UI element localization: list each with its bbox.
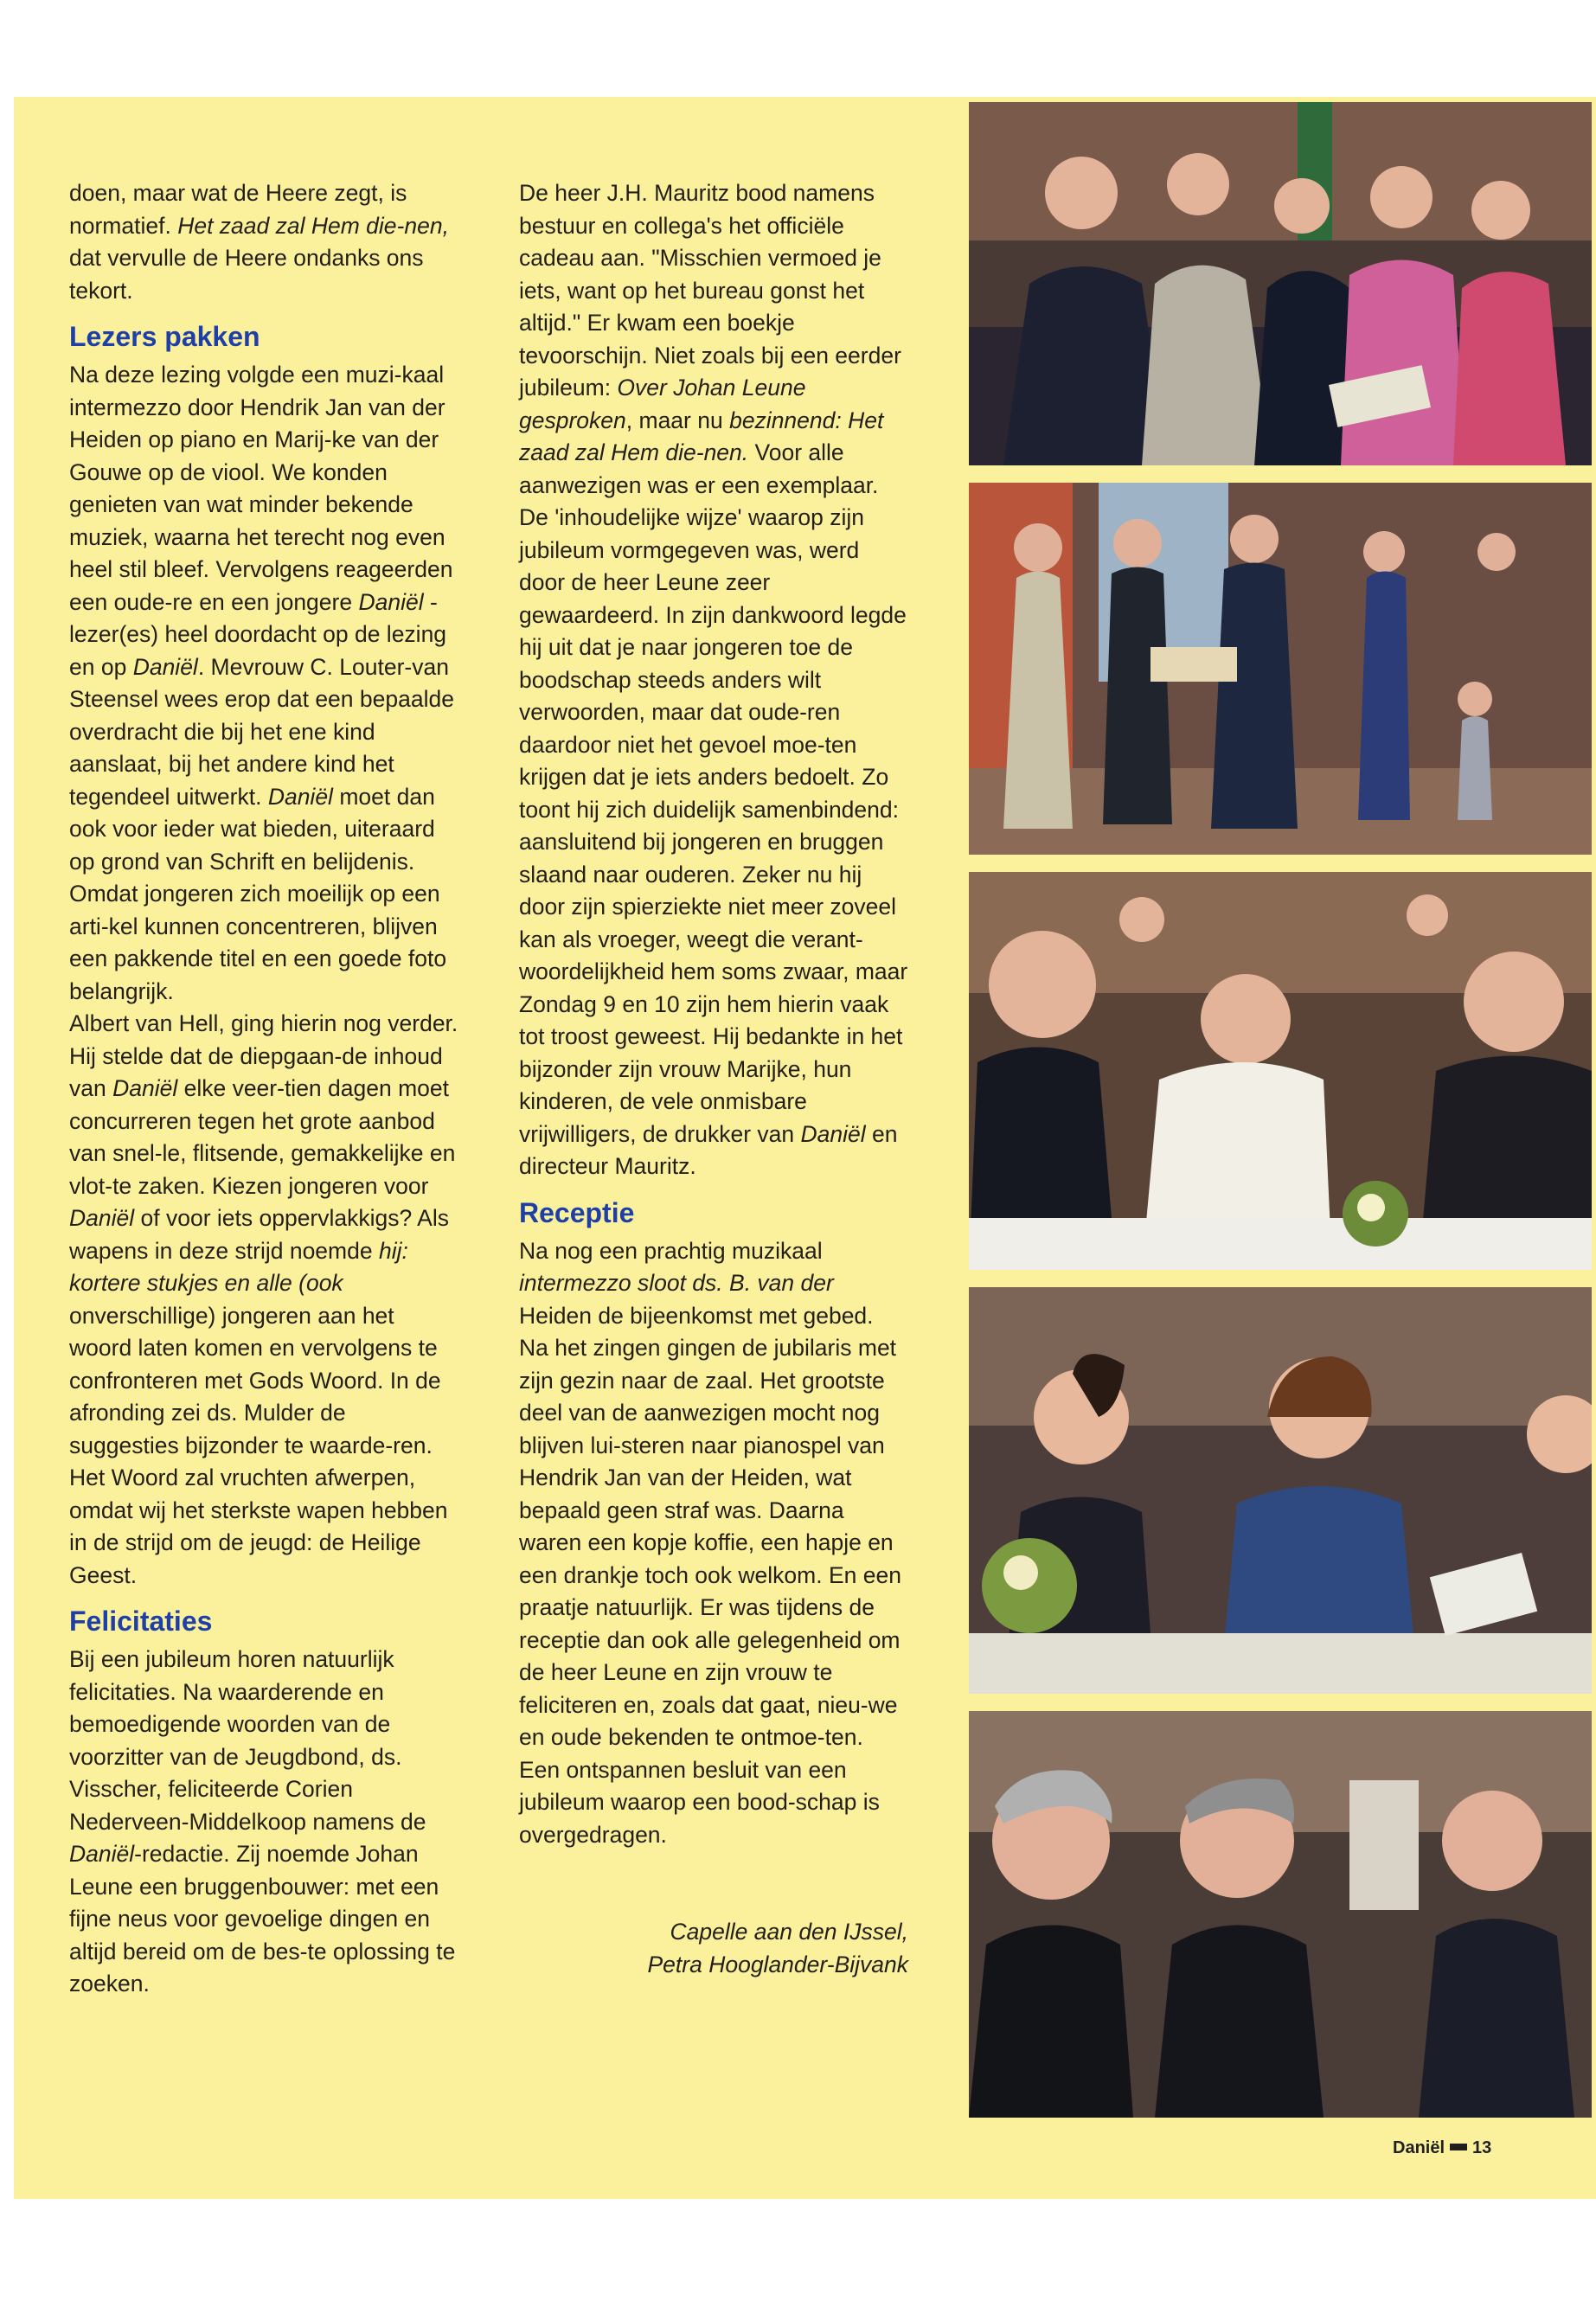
- photo-audience: [969, 102, 1592, 465]
- magazine-name: Daniël: [1393, 2138, 1445, 2157]
- paragraph: Na deze lezing volgde een muzi-kaal intermezzo door Hendrik Jan van der Heiden op piano en Marij-ke van der Gouwe op de viool. We konden genieten van wat minder bekende muziek, waarna het terecht nog even heel stil bleef. Vervolgens reageerden een oude-re en een jongere Daniël -lezer(es) heel doordacht op de lezing en op Daniël. Mevrouw C. Louter-van Steensel wees erop dat een bepaalde overdracht die bij het ene kind aanslaat, bij het andere kind het tegendeel uitwerkt. Daniël moet dan ook voor ieder wat bieden, uiteraard op grond van Schrift en belijdenis. Omdat jongeren zich moeilijk op een arti-kel kunnen concentreren, blijven een pakkende titel en een goede foto belangrijk.: [69, 362, 454, 1004]
- paragraph: doen, maar wat de Heere zegt, is normatief. Het zaad zal Hem die-nen, dat vervulle de Heere ondanks ons tekort.: [69, 180, 449, 304]
- author-signature: Capelle aan den IJssel, Petra Hooglander-Bijvank: [647, 1919, 908, 1977]
- paragraph: Bij een jubileum horen natuurlijk felicitaties. Na waarderende en bemoedigende woorden van de voorzitter van de Jeugdbond, ds. Visscher, feliciteerde Corien Nederveen-Middelkoop namens de Daniël-redactie. Zij noemde Johan Leune een bruggenbouwer: met een fijne neus voor gevoelige dingen en altijd bereid om de bes-te oplossing te zoeken.: [69, 1646, 456, 1997]
- paragraph: Albert van Hell, ging hierin nog verder. Hij stelde dat de diepgaan-de inhoud van Daniël elke veer-tien dagen moet concurreren tegen het grote aanbod van snel-le, flitsende, gemakkelijke en vlot-te zaken. Kiezen jongeren voor Daniël of voor iets oppervlakkigs? Als wapens in deze strijd noemde hij: kortere stukjes en alle (ook onverschillige) jongeren aan het woord laten komen en vervolgens te confronteren met Gods Woord. In de afronding zei ds. Mulder de suggesties bijzonder te waarde-ren. Het Woord zal vruchten afwerpen, omdat wij het sterkste wapen hebben in de strijd om de jeugd: de Heilige Geest.: [69, 1010, 458, 1588]
- section-heading-receptie: Receptie: [519, 1196, 635, 1228]
- section-heading-felicitaties: Felicitaties: [69, 1606, 213, 1637]
- photo-men-talking: [969, 1711, 1592, 2118]
- photo-column: [969, 102, 1592, 2119]
- photo-handshake: [969, 483, 1592, 855]
- middle-column: [519, 177, 908, 1981]
- page-number: 13: [1472, 2138, 1492, 2157]
- paragraph: De heer J.H. Mauritz bood namens bestuur en collega's het officiële cadeau aan. "Misschien vermoed je iets, want op het bureau gonst het altijd." Er kwam een boekje tevoorschijn. Niet zoals bij een eerder jubileum: Over Johan Leune gesproken, maar nu bezinnend: Het zaad zal Hem die-nen. Voor alle aanwezigen was er een exemplaar.: [519, 180, 901, 498]
- photo-young-people: [969, 1287, 1592, 1694]
- arrow-icon: [1450, 2144, 1467, 2150]
- section-heading-lezers-pakken: Lezers pakken: [69, 321, 260, 352]
- page-footer: [1393, 2138, 1491, 2158]
- left-column: [69, 177, 458, 2001]
- photo-conversation: [969, 872, 1592, 1270]
- paragraph: Na nog een prachtig muzikaal intermezzo sloot ds. B. van der Heiden de bijeenkomst met gebed. Na het zingen gingen de jubilaris met zijn gezin naar de zaal. Het grootste deel van de aanwezigen mocht nog blijven lui-steren naar pianospel van Hendrik Jan van der Heiden, wat bepaald geen straf was. Daarna waren een kopje koffie, een hapje en een drankje toch ook welkom. En een praatje natuurlijk. Er was tijdens de receptie dan ook alle gelegenheid om de heer Leune en zijn vrouw te feliciteren en, zoals dat gaat, nieu-we en oude bekenden te ontmoe-ten. Een ontspannen besluit van een jubileum waarop een bood-schap is overgedragen.: [519, 1237, 901, 1848]
- paragraph: De 'inhoudelijke wijze' waarop zijn jubileum vormgegeven was, werd door de heer Leune zeer gewaardeerd. In zijn dankwoord legde hij uit dat je naar jongeren toe de boodschap steeds anders wilt verwoorden, maar dat oude-ren daardoor niet het gevoel moe-ten krijgen dat je iets anders bedoelt. Zo toont hij zich duidelijk samenbindend: aansluitend bij jongeren en bruggen slaand naar ouderen. Zeker nu hij door zijn spierziekte niet meer zoveel kan als vroeger, weegt die verant-woordelijkheid hem soms zwaar, maar Zondag 9 en 10 zijn hem hierin vaak tot troost geweest. Hij bedankte in het bijzonder zijn vrouw Marijke, hun kinderen, de vele onmisbare vrijwilligers, de drukker van Daniël en directeur Mauritz.: [519, 504, 908, 1179]
